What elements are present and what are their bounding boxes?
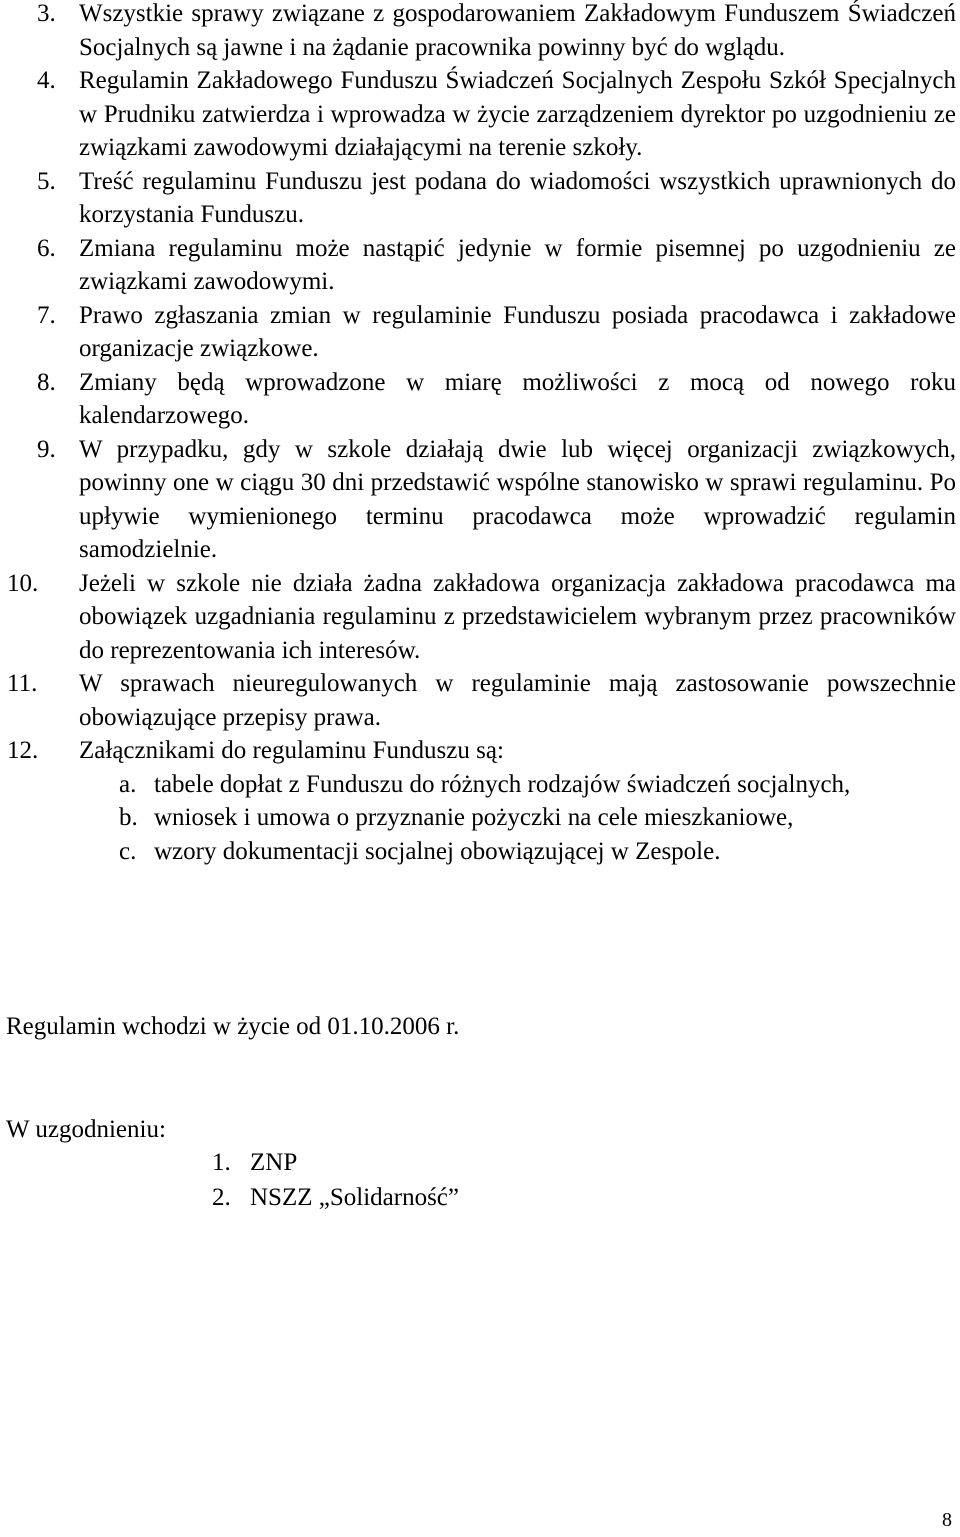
- list-item: [3, 232, 956, 299]
- list-item: [3, 0, 956, 64]
- item-text: Zmiana regulaminu może nastąpić jedynie w formie pisemnej po uzgodnieniu ze związkami zawodowymi.: [79, 234, 956, 295]
- item-number: 12.: [7, 737, 39, 764]
- item-text: Treść regulaminu Funduszu jest podana do wiadomości wszystkich uprawnionych do korzystania Funduszu.: [79, 167, 956, 228]
- item-number: 9.: [37, 435, 56, 463]
- attachment-text: tabele dopłat z Funduszu do różnych rodzajów świadczeń socjalnych,: [154, 770, 851, 798]
- attachments-intro: Załącznikami do regulaminu Funduszu są:: [79, 737, 504, 764]
- regulation-list: [3, 0, 956, 868]
- list-item: [3, 433, 956, 567]
- attachment-letter: c.: [119, 837, 137, 865]
- list-item: [3, 567, 956, 668]
- party-number: 1.: [212, 1149, 231, 1176]
- item-number: 7.: [37, 301, 56, 329]
- list-item: [3, 64, 956, 165]
- list-item: [3, 165, 956, 232]
- item-text: Zmiany będą wprowadzone w miarę możliwości z mocą od nowego roku kalendarzowego.: [79, 368, 956, 429]
- attachment-item: [79, 801, 956, 835]
- item-text: Jeżeli w szkole nie działa żadna zakładowa organizacja zakładowa pracodawca ma obowiązek uzgadniania regulaminu z przedstawicielem wybranym przez pracowników do reprezentowania ich interesów.: [79, 569, 956, 664]
- page-number: 8: [942, 1509, 952, 1531]
- party-number: 2.: [212, 1184, 231, 1211]
- item-number: 3.: [37, 0, 56, 27]
- attachment-item: [79, 835, 956, 869]
- item-number: 8.: [37, 368, 56, 396]
- item-text: Wszystkie sprawy związane z gospodarowaniem Zakładowym Funduszem Świadczeń Socjalnych są jawne i na żądanie pracownika powinny być do wglądu.: [79, 0, 956, 61]
- item-text: Regulamin Zakładowego Funduszu Świadczeń Socjalnych Zespołu Szkół Specjalnych w Prudniku zatwierdza i wprowadza w życie zarządzeniem dyrektor po uzgodnieniu ze związkami zawodowymi działającymi na terenie szkoły.: [79, 67, 956, 161]
- item-number: 11.: [7, 670, 38, 697]
- party-name: ZNP: [250, 1149, 298, 1176]
- item-number: 6.: [37, 234, 56, 262]
- list-item: [3, 734, 956, 868]
- attachment-text: wniosek i umowa o przyznanie pożyczki na cele mieszkaniowe,: [154, 804, 794, 831]
- item-number: 10.: [7, 569, 39, 597]
- agreement-parties-list: [212, 1146, 459, 1216]
- party-item: [212, 1146, 459, 1181]
- list-item: [3, 299, 956, 366]
- item-text: W sprawach nieuregulowanych w regulaminie mają zastosowanie powszechnie obowiązujące przepisy prawa.: [79, 670, 956, 731]
- item-text: [79, 734, 956, 868]
- effective-date-statement: Regulamin wchodzi w życie od 01.10.2006 r.: [6, 1013, 460, 1040]
- item-text: Prawo zgłaszania zmian w regulaminie Funduszu posiada pracodawca i zakładowe organizacje związkowe.: [79, 301, 956, 362]
- attachments-list: [79, 768, 956, 869]
- item-number: 5.: [37, 167, 56, 195]
- party-name: NSZZ „Solidarność”: [250, 1184, 459, 1211]
- agreement-heading: W uzgodnieniu:: [6, 1116, 166, 1143]
- attachment-letter: b.: [119, 804, 138, 831]
- attachment-item: [79, 768, 956, 802]
- list-item: [3, 366, 956, 433]
- attachment-letter: a.: [119, 770, 137, 798]
- list-item: [3, 667, 956, 734]
- party-item: [212, 1181, 459, 1216]
- attachment-text: wzory dokumentacji socjalnej obowiązującej w Zespole.: [154, 837, 721, 865]
- item-text: W przypadku, gdy w szkole działają dwie lub więcej organizacji związkowych, powinny one w ciągu 30 dni przedstawić wspólne stanowisko w sprawi regulaminu. Po upływie wymienionego terminu pracodawca może wprowadzić regulamin samodzielnie.: [79, 435, 956, 563]
- item-number: 4.: [37, 67, 56, 94]
